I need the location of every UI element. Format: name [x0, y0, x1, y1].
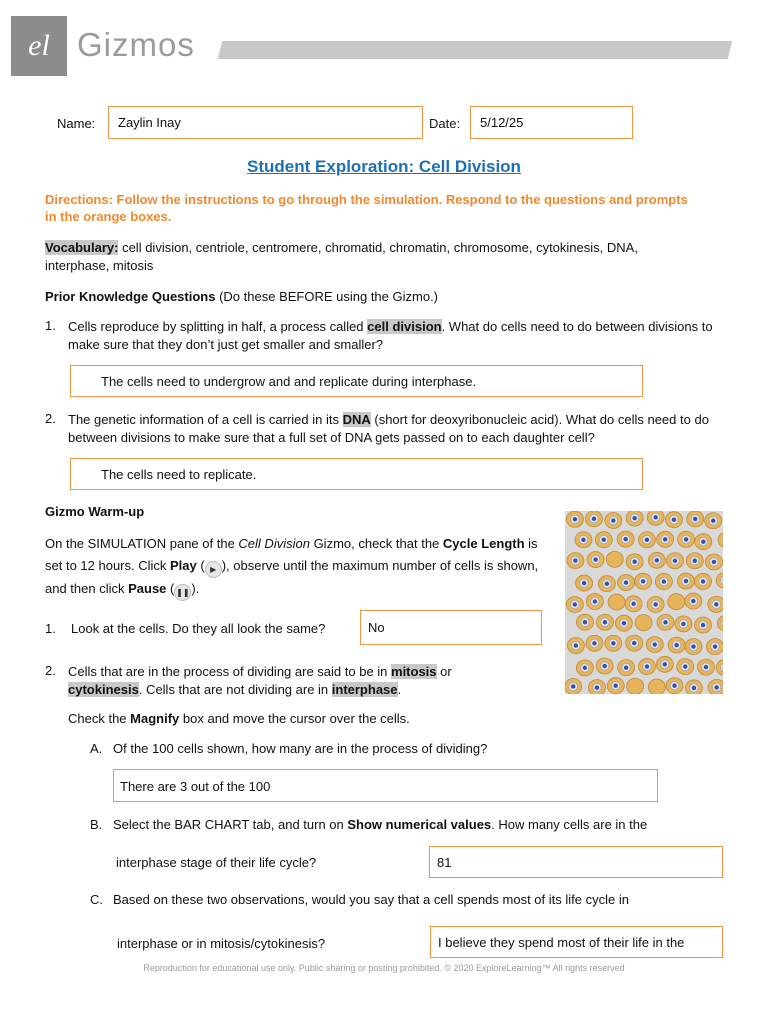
part-c-letter: C. — [90, 892, 103, 907]
cell — [677, 659, 694, 675]
cell — [595, 532, 612, 548]
cell — [626, 635, 643, 651]
cell — [646, 637, 663, 653]
magnify-instruction: Check the Magnify box and move the cursor over the cells. — [68, 711, 410, 726]
brand-name: Gizmos — [77, 26, 195, 63]
cell — [617, 575, 634, 591]
cell — [635, 573, 652, 589]
cell — [615, 615, 632, 631]
prior-q2-number: 2. — [45, 411, 56, 426]
cell — [695, 573, 712, 589]
warmup-q2-number: 2. — [45, 663, 56, 678]
cell — [695, 534, 712, 550]
prior-knowledge-heading: Prior Knowledge Questions (Do these BEFORE using the Gizmo.) — [45, 289, 439, 304]
cell — [585, 511, 602, 527]
cell — [708, 596, 723, 612]
cell — [717, 615, 723, 631]
cell — [638, 532, 655, 548]
cell — [678, 531, 695, 547]
cell — [665, 512, 682, 528]
cell — [566, 596, 583, 612]
cell — [625, 596, 642, 612]
cell — [666, 678, 683, 694]
cell — [668, 637, 685, 653]
cell — [567, 638, 584, 654]
cell — [685, 680, 702, 694]
cell — [647, 596, 664, 612]
prior-q2-answer[interactable]: The cells need to replicate. — [70, 458, 643, 490]
cell — [596, 614, 613, 630]
cell — [588, 680, 605, 694]
cell — [627, 678, 644, 694]
cell — [617, 531, 634, 547]
part-c-line2: interphase or in mitosis/cytokinesis? — [117, 936, 326, 951]
date-label: Date: — [429, 116, 461, 131]
cell — [716, 660, 723, 676]
cell — [677, 573, 694, 589]
name-label: Name: — [57, 116, 96, 131]
warmup-q1-number: 1. — [45, 621, 56, 636]
cell — [566, 511, 583, 527]
cell — [587, 552, 604, 568]
cell — [698, 659, 715, 675]
prior-q1-text: Cells reproduce by splitting in half, a process called cell division. What do cells need to do between divisions to make sure that they don’t just get smaller and smaller? — [68, 319, 713, 352]
cells-illustration — [565, 511, 723, 694]
part-a-text: Of the 100 cells shown, how many are in the process of dividing? — [113, 741, 488, 756]
cell — [605, 513, 622, 529]
cell — [716, 572, 723, 588]
cell — [657, 531, 674, 547]
prior-q1-answer[interactable]: The cells need to undergrow and and replicate during interphase. — [70, 365, 643, 397]
cell — [685, 593, 702, 609]
cell — [657, 614, 674, 630]
cell — [635, 615, 652, 631]
page-title: Student Exploration: Cell Division — [247, 157, 521, 176]
warmup-q1-answer[interactable]: No — [360, 610, 542, 645]
cell — [596, 658, 613, 674]
cell — [608, 594, 625, 610]
cell — [586, 635, 603, 651]
cell — [695, 617, 712, 633]
warmup-instructions: On the SIMULATION pane of the Cell Division Gizmo, check that the Cycle Length is set to 12 hours. Click Play ( ▶ ), observe until the maximum number of cells is shown, and then click Pause ( ❚❚ ). — [45, 533, 550, 601]
cell — [648, 552, 665, 568]
cell — [618, 660, 635, 676]
cell — [648, 679, 665, 694]
cell — [708, 679, 723, 694]
cell — [655, 574, 672, 590]
cell — [706, 639, 723, 655]
cell — [626, 511, 643, 526]
part-c-answer[interactable]: I believe they spend most of their life in the — [430, 926, 723, 958]
prior-q1-number: 1. — [45, 318, 56, 333]
pause-icon: ❚❚ — [174, 584, 191, 601]
play-icon: ▶ — [205, 561, 222, 578]
vocabulary-label: Vocabulary: — [45, 240, 119, 255]
cell — [598, 576, 615, 592]
cell — [586, 594, 603, 610]
cell — [686, 553, 703, 569]
part-a-answer[interactable]: There are 3 out of the 100 — [113, 769, 658, 802]
cell — [605, 635, 622, 651]
part-b-text: Select the BAR CHART tab, and turn on Show numerical values. How many cells are in the — [113, 817, 648, 832]
part-b-answer[interactable]: 81 — [429, 846, 723, 878]
cell — [666, 553, 683, 569]
cell — [656, 656, 673, 672]
cell — [607, 678, 624, 694]
cell — [576, 614, 593, 630]
warmup-q1-text: Look at the cells. Do they all look the same? — [71, 621, 326, 636]
warmup-heading: Gizmo Warm-up — [45, 504, 145, 519]
cells-simulation-image — [565, 511, 723, 694]
cell — [675, 616, 692, 632]
name-field[interactable]: Zaylin Inay — [108, 106, 423, 139]
cell — [718, 532, 723, 548]
part-a-letter: A. — [90, 741, 103, 756]
cell — [606, 551, 623, 567]
warmup-q2-text: Cells that are in the process of dividing are said to be in mitosis or cytokinesis. Cells that are not dividing are in interphase. — [68, 664, 452, 697]
footer-copyright: Reproduction for educational use only. Public sharing or posting prohibited. © 2020 ExploreLearning™ All rights reserved — [143, 963, 625, 973]
directions: Directions: Follow the instructions to go through the simulation. Respond to the questions and prompts in the orange boxes. — [45, 192, 688, 224]
cell — [626, 554, 643, 570]
cell — [705, 554, 722, 570]
cell — [685, 639, 702, 655]
cell — [687, 511, 704, 527]
header-bar — [218, 41, 732, 59]
cell — [567, 553, 584, 569]
cell — [647, 511, 664, 525]
prior-q2-text: The genetic information of a cell is carried in its DNA (short for deoxyribonucleic acid). What do cells need to do between divisions to make sure that a full set of DNA gets passed on to each daughter cell? — [68, 412, 709, 445]
cell — [565, 678, 582, 694]
cell — [576, 575, 593, 591]
vocabulary — [45, 239, 695, 275]
part-c-text: Based on these two observations, would you say that a cell spends most of its life cycle in — [113, 892, 629, 907]
cell — [576, 660, 593, 676]
vocabulary-terms: cell division, centriole, centromere, chromatid, chromatin, chromosome, cytokinesis, DNA, interphase, mitosis — [45, 240, 638, 273]
date-field[interactable]: 5/12/25 — [470, 106, 633, 139]
cell — [575, 532, 592, 548]
part-b-letter: B. — [90, 817, 103, 832]
part-b-line2: interphase stage of their life cycle? — [116, 855, 317, 870]
cell — [638, 659, 655, 675]
cell — [668, 594, 685, 610]
gizmos-logo: el — [11, 16, 67, 76]
cell — [705, 513, 722, 529]
